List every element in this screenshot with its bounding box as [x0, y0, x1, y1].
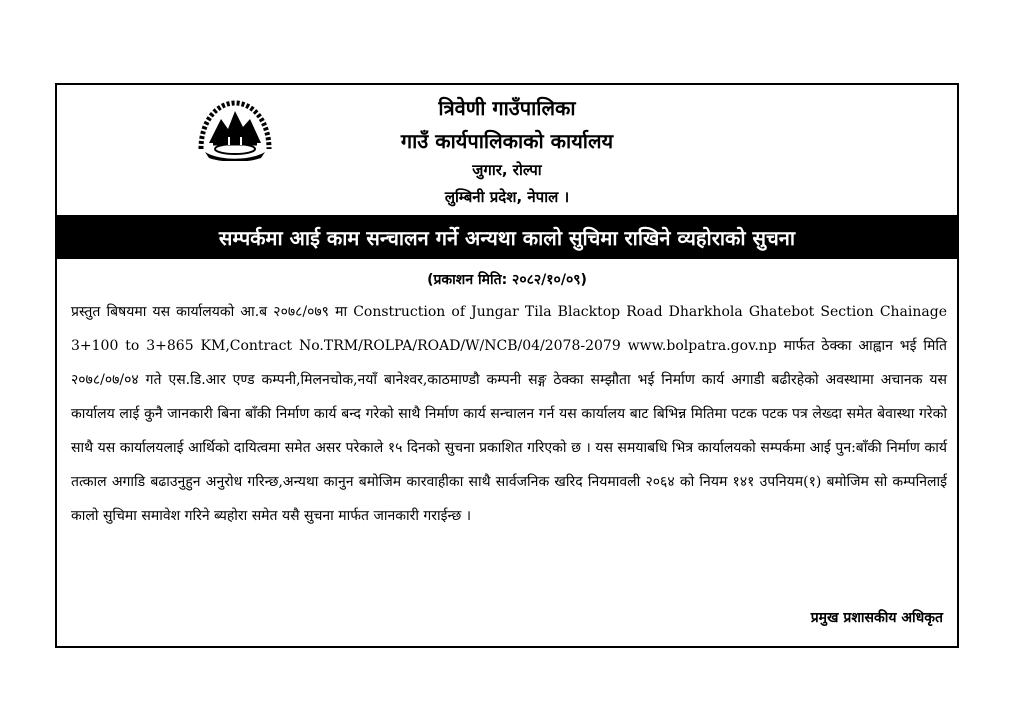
signatory-title: प्रमुख प्रशासकीय अधिकृत [810, 610, 943, 626]
notice-body: प्रस्तुत बिषयमा यस कार्यालयको आ.ब २०७८/०७९ मा Construction of Jungar Tila Blacktop Road Dharkhola Ghatebot Section Chainage 3+100 to 3+865 KM,Contract No.TRM/ROLPA/ROAD/W/NCB/04/2078-2079 www.bolpatra.gov.np मार्फत ठेक्का आह्वान भई मिति २०७८/०७/०४ गते एस.डि.आर एण्ड कम्पनी,मिलनचोक,नयाँ बानेश्वर,काठमाण्डौ कम्पनी सङ्ग ठेक्का सम्झौता भई निर्माण कार्य अगाडी बढीरहेको अवस्थामा अचानक यस कार्यालय लाई कुनै जानकारी बिना बाँकी निर्माण कार्य बन्द गरेको साथै निर्माण कार्य सन्चालन गर्न यस कार्यालय बाट बिभिन्न मितिमा पटक पटक पत्र लेख्दा समेत बेवास्था गरेको साथै यस कार्यालयलाई आर्थिको दायित्वमा समेत असर परेकाले १५ दिनको सुचना प्रकाशित गरिएको छ । यस समयाबधि भित्र कार्यालयको सम्पर्कमा आई पुन:बाँकी निर्माण कार्य तत्काल अगाडि बढाउनुहुन अनुरोध गरिन्छ,अन्यथा कानुन बमोजिम कारवाहीका साथै सार्वजनिक खरिद नियमावली २०६४ को नियम १४१ उपनियम(१) बमोजिम सो कम्पनिलाई कालो सुचिमा समावेश गरिने ब्यहोरा समेत यसै सुचना मार्फत जानकारी गराईन्छ । [71, 304, 947, 524]
office-address: जुगार, रोल्पा [472, 161, 542, 179]
notice-title-banner: सम्पर्कमा आई काम सन्चालन गर्ने अन्यथा कालो सुचिमा राखिने व्यहोराको सुचना [57, 215, 957, 259]
municipality-name: त्रिवेणी गाउँपालिका [438, 96, 576, 120]
publication-date: (प्रकाशन मिति: २०८२/१०/०९) [427, 272, 587, 288]
office-province: लुम्बिनी प्रदेश, नेपाल । [444, 188, 570, 206]
office-name: गाउँ कार्यपालिकाको कार्यालय [400, 129, 614, 153]
public-notice [55, 83, 959, 648]
